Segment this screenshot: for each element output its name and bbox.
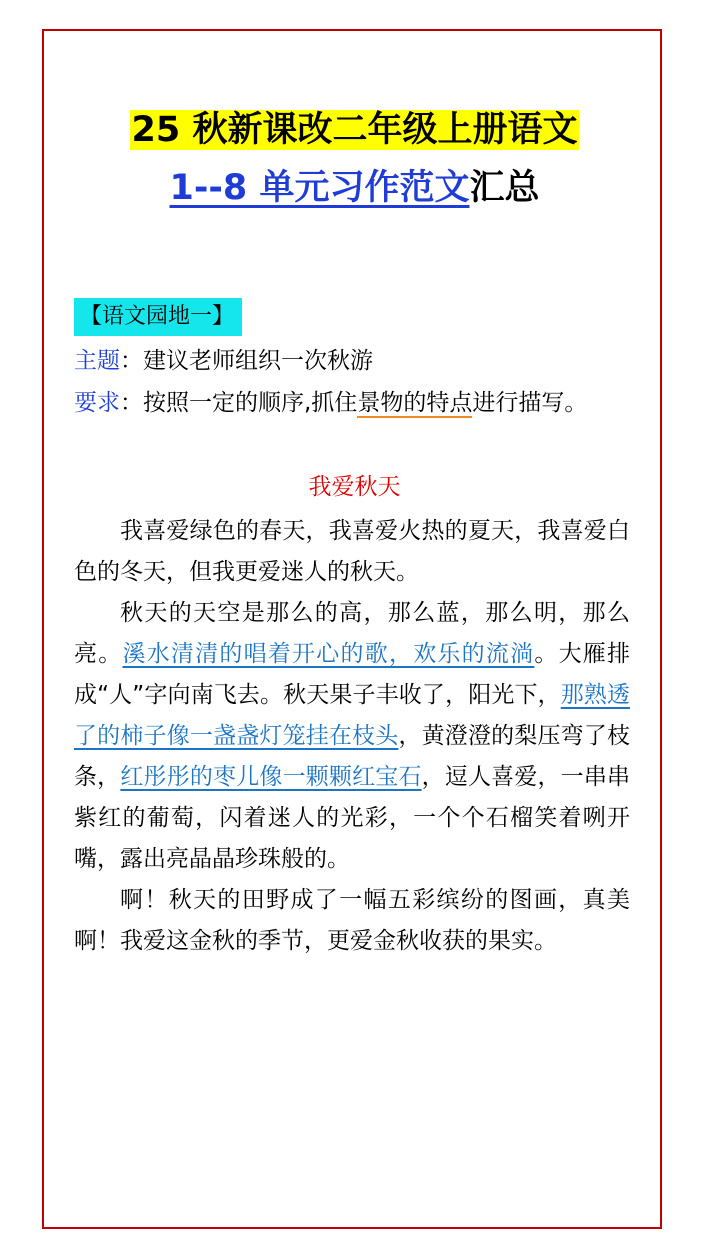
section-tag: 【语文园地一】 <box>74 298 242 336</box>
p2-sentence-3: ，黄澄澄的梨压弯了枝条， <box>74 723 631 790</box>
p2-sentence-1: 秋天的天空是那么的高，那么蓝，那么明，那么亮。 <box>74 600 630 667</box>
topic-line <box>74 345 373 377</box>
story-title: 我爱秋天 <box>308 474 401 500</box>
requirement-underlined: 景物的特点 <box>357 390 473 416</box>
requirement-key: 要求 <box>74 390 120 416</box>
story-body <box>74 511 630 962</box>
story-paragraph-1: 我喜爱绿色的春天，我喜爱火热的夏天，我喜爱白色的冬天，但我更爱迷人的秋天。 <box>74 518 630 585</box>
requirement-text-a: ：按照一定的顺序,抓住 <box>120 390 358 416</box>
topic-key: 主题 <box>74 348 120 374</box>
title-line1-text: 25 秋新课改二年级上册语文 <box>131 110 578 150</box>
title-line2-highlight: 1--8 单元习作范文 <box>169 168 470 208</box>
p2-highlight-3: 红彤彤的枣儿像一颗颗红宝石 <box>120 764 422 790</box>
p2-highlight-1: 溪水清清的唱着开心的歌，欢乐的流淌 <box>122 641 535 667</box>
topic-text: ：建议老师组织一次秋游 <box>120 348 373 374</box>
story-paragraph-2 <box>74 593 630 880</box>
page-title-line1 <box>0 106 709 154</box>
requirement-text-b: 进行描写。 <box>472 390 588 416</box>
page-title-line2 <box>0 164 709 212</box>
story-paragraph-3: 啊！秋天的田野成了一幅五彩缤纷的图画，真美啊！我爱这金秋的季节，更爱金秋收获的果实。 <box>74 887 630 954</box>
p2-sentence-4: ，逗人喜爱，一串串紫红的葡萄，闪着迷人的光彩，一个个石榴笑着咧开嘴，露出亮晶晶珍珠般的。 <box>74 764 631 872</box>
p2-sentence-2: 。大雁排成“人”字向南飞去。秋天果子丰收了，阳光下， <box>74 641 631 708</box>
p2-highlight-2: 那熟透了的柿子像一盏盏灯笼挂在枝头 <box>74 682 630 749</box>
title-line2-rest: 汇总 <box>469 168 540 208</box>
requirement-line <box>74 387 587 419</box>
